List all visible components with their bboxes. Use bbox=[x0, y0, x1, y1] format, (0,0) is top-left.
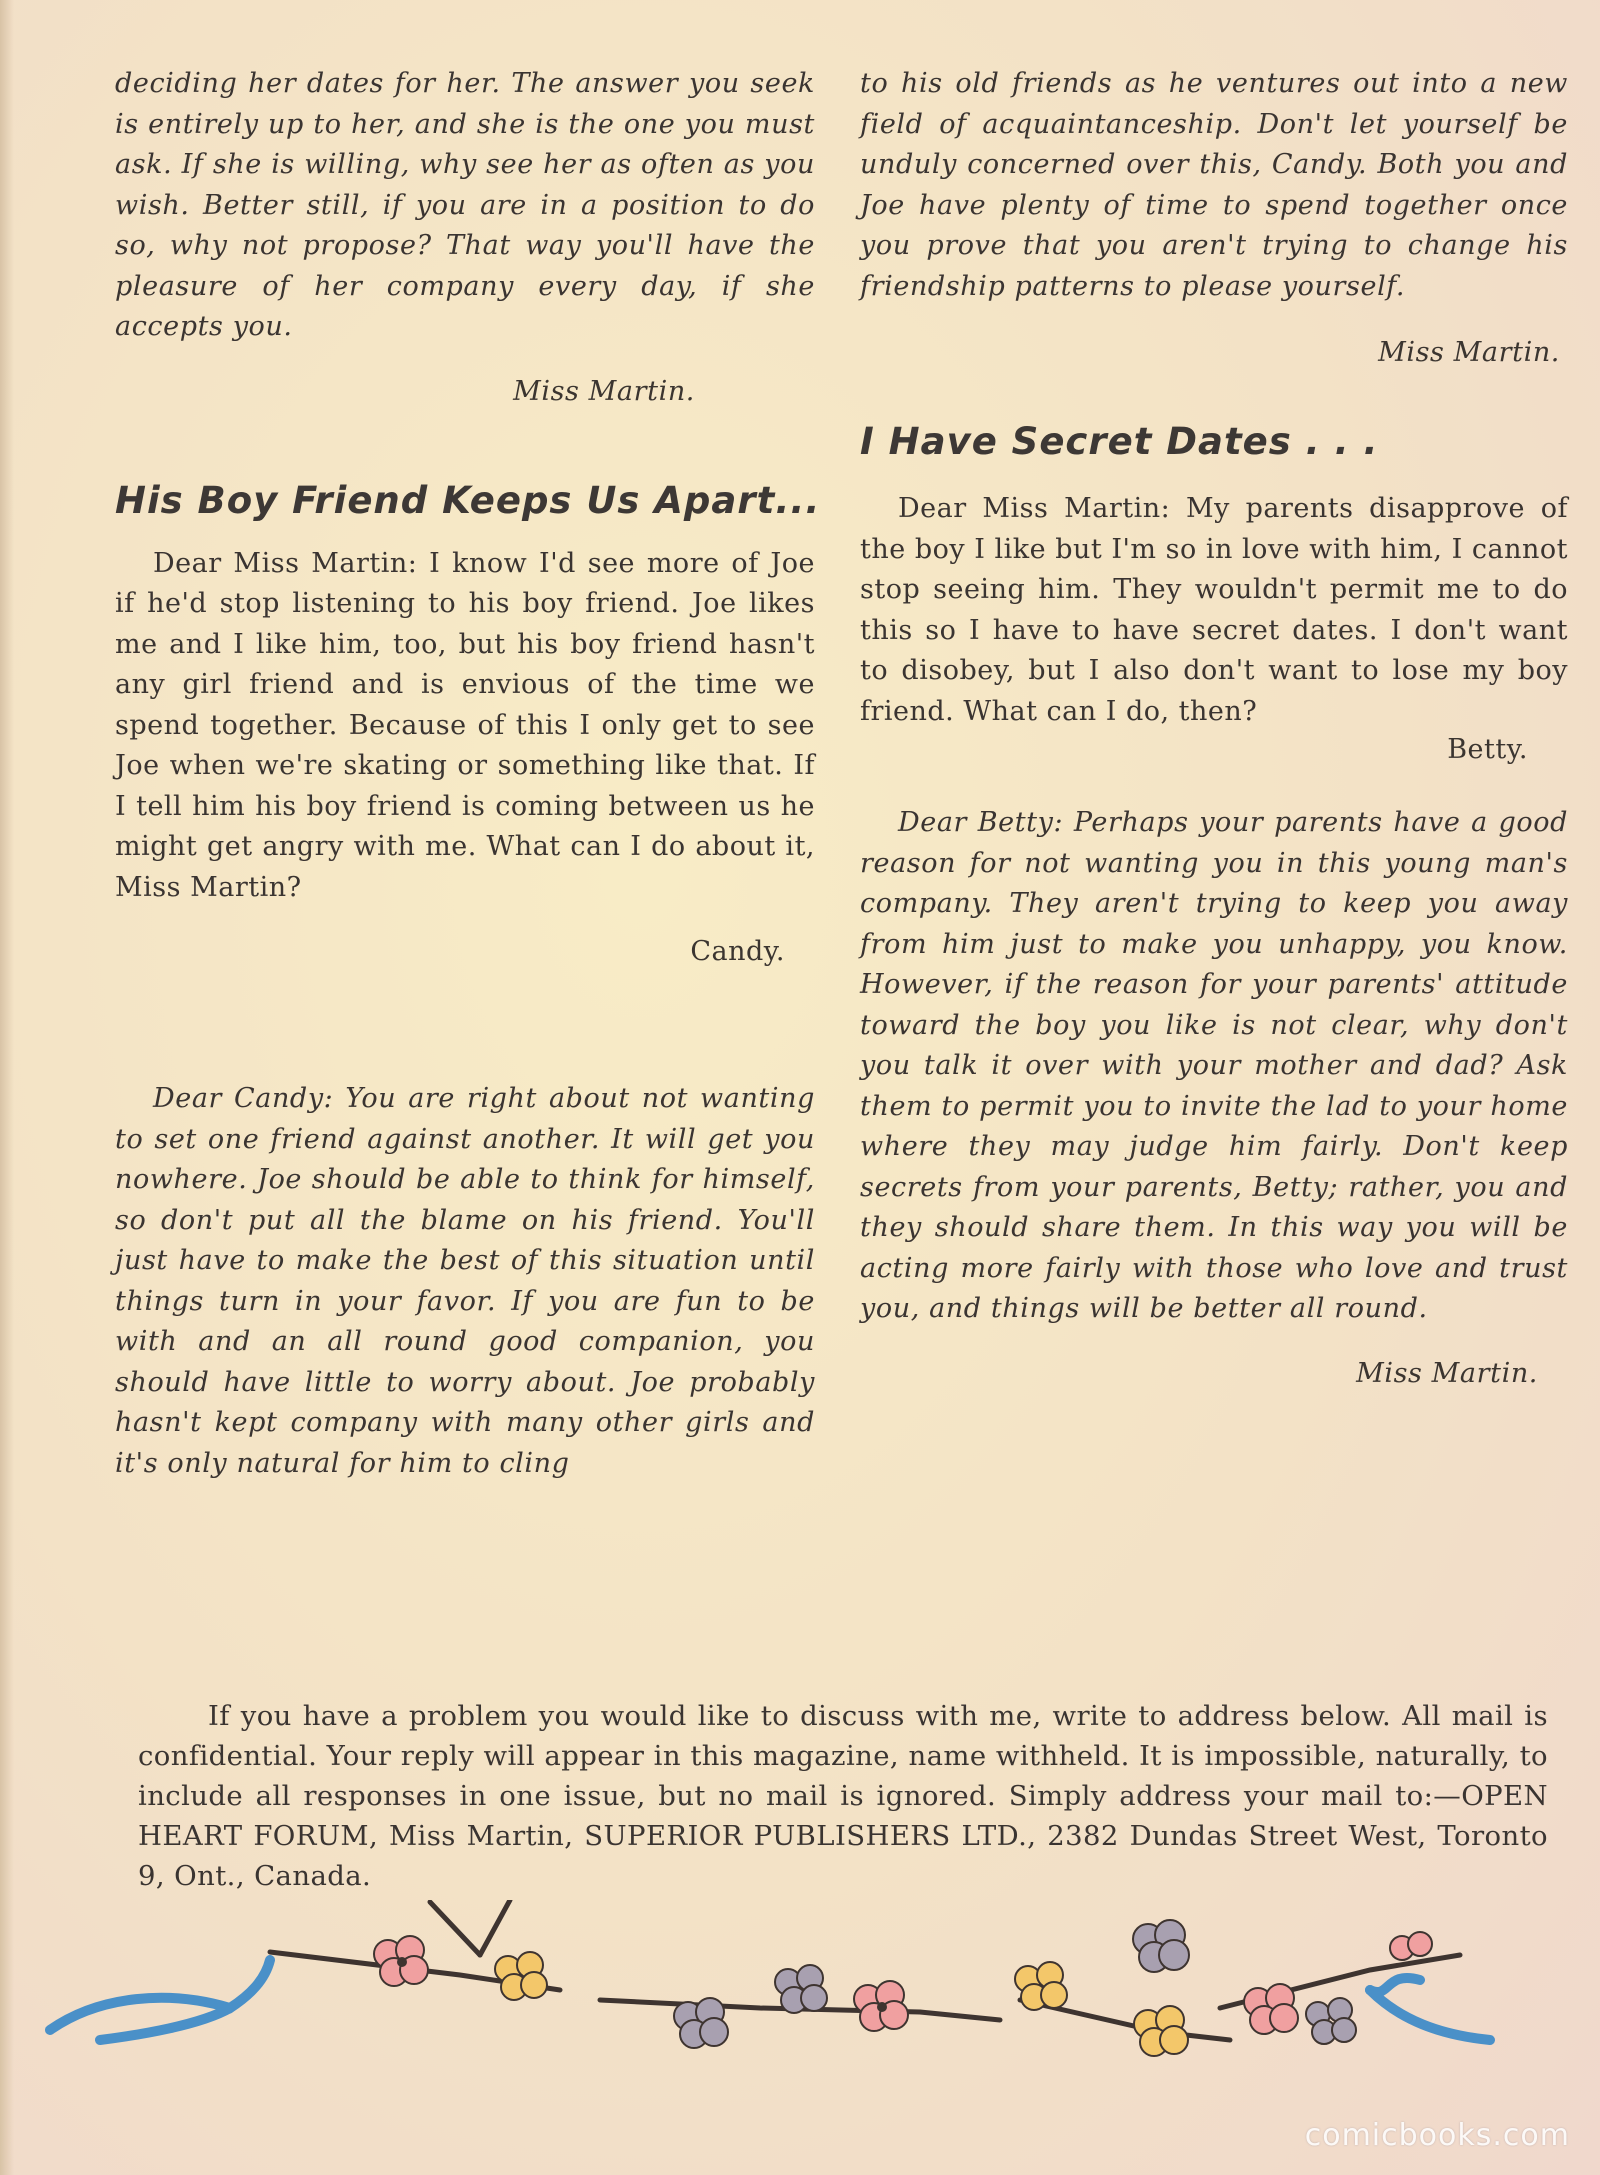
letter-from-candy: Dear Miss Martin: I know I'd see more of Joe if he'd stop listening to his boy friend. Joe likes me and I like him, too, but his boy friend hasn't any girl friend and is envious of the time we spend together. Because of this I only get to see Joe when we're skating or something like that. If I tell him his boy friend is coming between us he might get angry with me. What can I do about it, Miss Martin? bbox=[115, 547, 815, 903]
left-column-heading: His Boy Friend Keeps Us Apart... bbox=[115, 478, 821, 522]
right-column-heading: I Have Secret Dates . . . bbox=[860, 420, 1379, 463]
right-column bbox=[860, 64, 1568, 1389]
left-column bbox=[115, 64, 821, 1484]
letter-signature-candy: Candy. bbox=[690, 936, 785, 967]
right-reply-continued: to his old friends as he ventures out into a new field of acquaintanceship. Don't let yourself be unduly concerned over this, Candy. Both you and Joe have plenty of time to spend together once you prove that you aren't trying to change his friendship patterns to please yourself. bbox=[860, 68, 1568, 302]
page-spine-shadow bbox=[0, 0, 14, 2175]
letter-signature-betty: Betty. bbox=[1447, 734, 1528, 765]
site-watermark: comicbooks.com bbox=[1304, 2118, 1570, 2153]
open-heart-forum-notice: If you have a problem you would like to discuss with me, write to address below. All mail is confidential. Your reply will appear in this magazine, name withheld. It is impossible, naturally, to include all responses in one issue, but no mail is ignored. Simply address your mail to:—OPEN HEART FORUM, Miss Martin, SUPERIOR PUBLISHERS LTD., 2382 Dundas Street West, Toronto 9, Ont., Canada. bbox=[138, 1700, 1548, 1892]
floral-border-decoration bbox=[40, 1900, 1560, 2060]
reply-to-candy: Dear Candy: You are right about not wanting to set one friend against another. It will get you nowhere. Joe should be able to think for himself, so don't put all the blame on his friend. You'll just have to make the best of this situation until things turn in your favor. If you are fun to be with and an all round good companion, you should have little to worry about. Joe probably hasn't kept company with many other girls and it's only natural for him to cling bbox=[115, 1083, 815, 1479]
flower-blossoms bbox=[374, 1920, 1432, 2056]
reply-signature-betty: Miss Martin. bbox=[1356, 1357, 1538, 1389]
left-reply-continued: deciding her dates for her. The answer you seek is entirely up to her, and she is the one you must ask. If she is willing, why see her as often as you wish. Better still, if you are in a position to do so, why not propose? That way you'll have the pleasure of her company every day, if she accepts you. bbox=[115, 68, 815, 342]
reply-to-betty: Dear Betty: Perhaps your parents have a good reason for not wanting you in this young man's company. They aren't trying to keep you away from him just to make you unhappy, you know. However, if the reason for your parents' attitude toward the boy you like is not clear, why don't you talk it over with your mother and dad? Ask them to permit you to invite the lad to your home where they may judge him fairly. Don't keep secrets from your parents, Betty; rather, you and they should share them. In this way you will be acting more fairly with those who love and trust you, and things will be better all round. bbox=[860, 807, 1568, 1324]
left-reply-signature: Miss Martin. bbox=[513, 375, 695, 407]
letter-from-betty: Dear Miss Martin: My parents disapprove of the boy I like but I'm so in love with him, I cannot stop seeing him. They wouldn't permit me to do this so I have to have secret dates. I don't want to disobey, but I also don't want to lose my boy friend. What can I do, then? bbox=[860, 493, 1568, 727]
right-reply-signature: Miss Martin. bbox=[1378, 337, 1560, 368]
